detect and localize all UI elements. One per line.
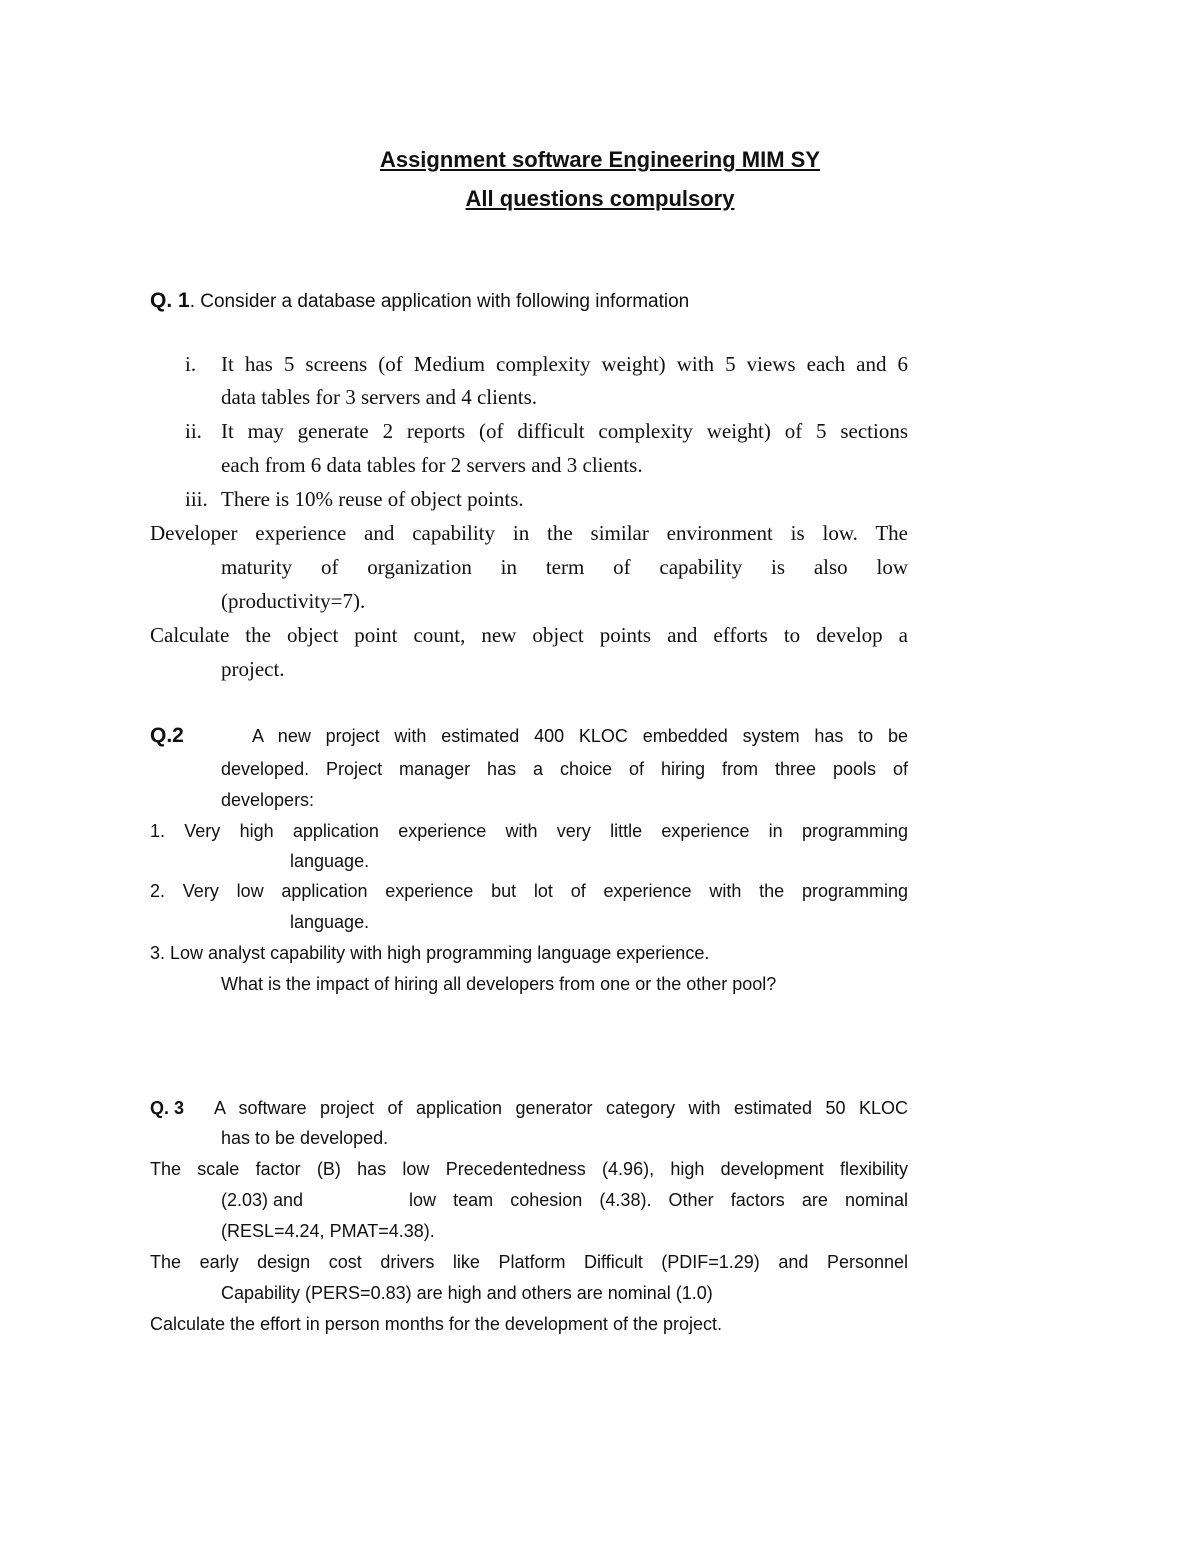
- q3-line1: A software project of application generator category with estimated 50 KLOC: [214, 1098, 908, 1118]
- q1-developer-line3: (productivity=7).: [221, 589, 366, 613]
- q3-scale-line3: (RESL=4.24, PMAT=4.38).: [221, 1221, 435, 1241]
- q2-option-2-line1: 2. Very low application experience but lot of experience with the programming: [150, 881, 908, 901]
- q1-item-2-line2: each from 6 data tables for 2 servers and 3 clients.: [221, 453, 643, 477]
- q1-item-1-num: i.: [185, 352, 197, 376]
- q1-label: Q. 1: [150, 289, 190, 312]
- q3-scale-line2a: (2.03) and: [221, 1190, 304, 1210]
- q3-line2: has to be developed.: [221, 1128, 389, 1148]
- q1-item-2-line1: It may generate 2 reports (of difficult complexity weight) of 5 sections: [221, 419, 908, 443]
- q1-developer-line1: Developer experience and capability in the similar environment is low. The: [150, 521, 908, 545]
- q1-item-1-line1: It has 5 screens (of Medium complexity weight) with 5 views each and 6: [221, 352, 908, 376]
- q1-item-1-line2: data tables for 3 servers and 4 clients.: [221, 385, 538, 409]
- q2-option-3: 3. Low analyst capability with high programming language experience.: [150, 943, 710, 963]
- q2-line1: A new project with estimated 400 KLOC embedded system has to be: [252, 726, 908, 746]
- q1-item-3-num: iii.: [185, 487, 208, 511]
- document-subtitle: All questions compulsory: [465, 186, 735, 211]
- q2-line2: developed. Project manager has a choice of hiring from three pools of: [221, 759, 908, 779]
- q2-line3: developers:: [221, 790, 315, 810]
- q1-item-2-num: ii.: [185, 419, 202, 443]
- q1-intro: Q. 1. Consider a database application with following information: [150, 289, 690, 312]
- q1-item-3-line1: There is 10% reuse of object points.: [221, 487, 524, 511]
- q3-cost-line2: Capability (PERS=0.83) are high and others are nominal (1.0): [221, 1283, 713, 1303]
- q1-calculate-line2: project.: [221, 657, 285, 681]
- q2-option-2-line2: language.: [290, 912, 370, 932]
- q1-developer-line2: maturity of organization in term of capability is also low: [221, 555, 908, 579]
- q3-calculate: Calculate the effort in person months for the development of the project.: [150, 1314, 723, 1334]
- q3-scale-line1: The scale factor (B) has low Precedentedness (4.96), high development flexibility: [150, 1159, 908, 1179]
- document-title: Assignment software Engineering MIM SY: [379, 147, 821, 172]
- q3-cost-line1: The early design cost drivers like Platform Difficult (PDIF=1.29) and Personnel: [150, 1252, 908, 1272]
- q3-scale-line2b: low team cohesion (4.38). Other factors are nominal: [409, 1190, 908, 1210]
- q2-question: What is the impact of hiring all developers from one or the other pool?: [221, 974, 777, 994]
- q1-calculate-line1: Calculate the object point count, new object points and efforts to develop a: [150, 623, 908, 647]
- q3-label: Q. 3: [150, 1098, 185, 1118]
- q2-option-1-line2: language.: [290, 851, 370, 871]
- q2-option-1-line1: 1. Very high application experience with very little experience in programming: [150, 821, 908, 841]
- q2-label: Q.2: [150, 724, 184, 747]
